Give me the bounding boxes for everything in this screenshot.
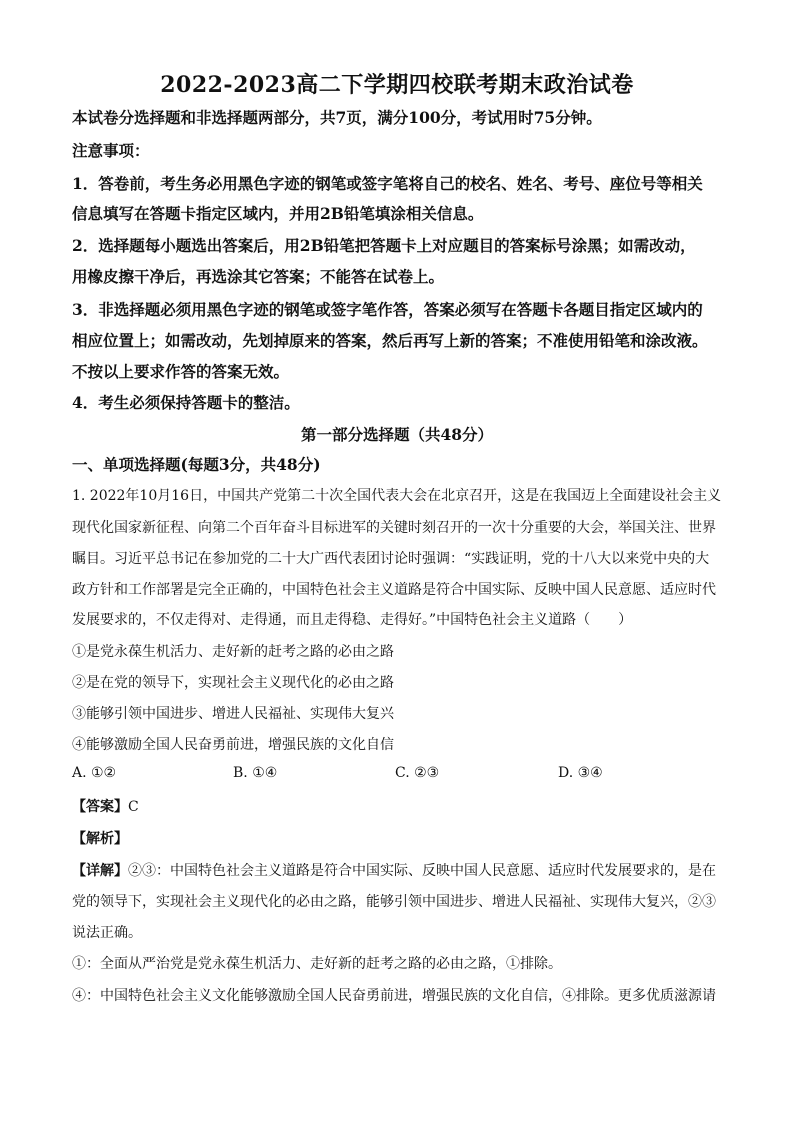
notice-line: 不按以上要求作答的答案无效。 xyxy=(72,362,290,381)
notice-line: 信息填写在答题卡指定区域内，并用2B铅笔填涂相关信息。 xyxy=(72,204,484,223)
notice-line: 3．非选择题必须用黑色字迹的钢笔或签字笔作答，答案必须写在答题卡各题目指定区域内的 xyxy=(72,300,703,319)
answer-line xyxy=(72,796,752,816)
notice-heading: 注意事项： xyxy=(72,141,150,160)
statement-1: ①是党永葆生机活力、走好新的赶考之路的必由之路 xyxy=(72,644,394,660)
question-stem-line: 1. 2022年10月16日，中国共产党第二十次全国代表大会在北京召开，这是在我国迈上全面建设社会主义 xyxy=(72,488,722,504)
section-heading: 一、单项选择题(每题3分，共48分) xyxy=(72,455,321,474)
part-title: 第一部分选择题（共48分） xyxy=(300,425,494,444)
analysis-tag: 【解析】 xyxy=(72,831,128,847)
option-d[interactable]: D. ③④ xyxy=(558,765,603,781)
question-stem-line: 政方针和工作部署是完全正确的，中国特色社会主义道路是符合中国实际、反映中国人民意愿、适应时代 xyxy=(72,582,716,598)
detail-line xyxy=(72,860,752,880)
option-a[interactable]: A. ①② xyxy=(72,765,117,781)
notice-line: 2．选择题每小题选出答案后，用2B铅笔把答题卡上对应题目的答案标号涂黑；如需改动， xyxy=(72,236,696,255)
question-stem-line: 发展要求的，不仅走得对、走得通，而且走得稳、走得好。”中国特色社会主义道路（ ） xyxy=(72,612,633,628)
notice-line: 1．答卷前，考生务必用黑色字迹的钢笔或签字笔将自己的校名、姓名、考号、座位号等相关 xyxy=(72,174,703,193)
question-stem-line: 现代化国家新征程、向第二个百年奋斗目标进军的关键时刻召开的一次十分重要的大会，举国关注、世界 xyxy=(72,520,716,536)
option-c[interactable]: C. ②③ xyxy=(395,765,440,781)
question-stem-line: 瞩目。习近平总书记在参加党的二十大广西代表团讨论时强调：“实践证明，党的十八大以来党中央的大 xyxy=(72,551,710,567)
answer-value: C xyxy=(128,799,139,815)
analysis-line xyxy=(72,828,752,848)
detail-text: ②③：中国特色社会主义道路是符合中国实际、反映中国人民意愿、适应时代发展要求的，是在 xyxy=(128,863,716,879)
statement-4: ④能够激励全国人民奋勇前进，增强民族的文化自信 xyxy=(72,737,394,753)
exam-intro: 本试卷分选择题和非选择题两部分，共7页，满分100分，考试用时75分钟。 xyxy=(72,108,602,127)
notice-line: 用橡皮擦干净后，再选涂其它答案；不能答在试卷上。 xyxy=(72,267,445,286)
option-b[interactable]: B. ①④ xyxy=(233,765,278,781)
detail-line: 说法正确。 xyxy=(72,925,142,941)
detail-line: 党的领导下，实现社会主义现代化的必由之路，能够引领中国进步、增进人民福祉、实现伟大复兴，②③ xyxy=(72,894,716,910)
answer-tag: 【答案】 xyxy=(72,799,128,815)
notice-line: 4．考生必须保持答题卡的整洁。 xyxy=(72,393,300,412)
statement-2: ②是在党的领导下，实现社会主义现代化的必由之路 xyxy=(72,675,394,691)
notice-line: 相应位置上；如需改动，先划掉原来的答案，然后再写上新的答案；不准使用铅笔和涂改液。 xyxy=(72,331,708,350)
detail-tag: 【详解】 xyxy=(72,863,128,879)
detail-line: ④：中国特色社会主义文化能够激励全国人民奋勇前进，增强民族的文化自信，④排除。更多优质滋源请 xyxy=(72,988,716,1004)
statement-3: ③能够引领中国进步、增进人民福祉、实现伟大复兴 xyxy=(72,706,394,722)
exam-title: 2022-2023高二下学期四校联考期末政治试卷 xyxy=(160,72,634,98)
detail-line: ①：全面从严治党是党永葆生机活力、走好新的赶考之路的必由之路，①排除。 xyxy=(72,956,562,972)
